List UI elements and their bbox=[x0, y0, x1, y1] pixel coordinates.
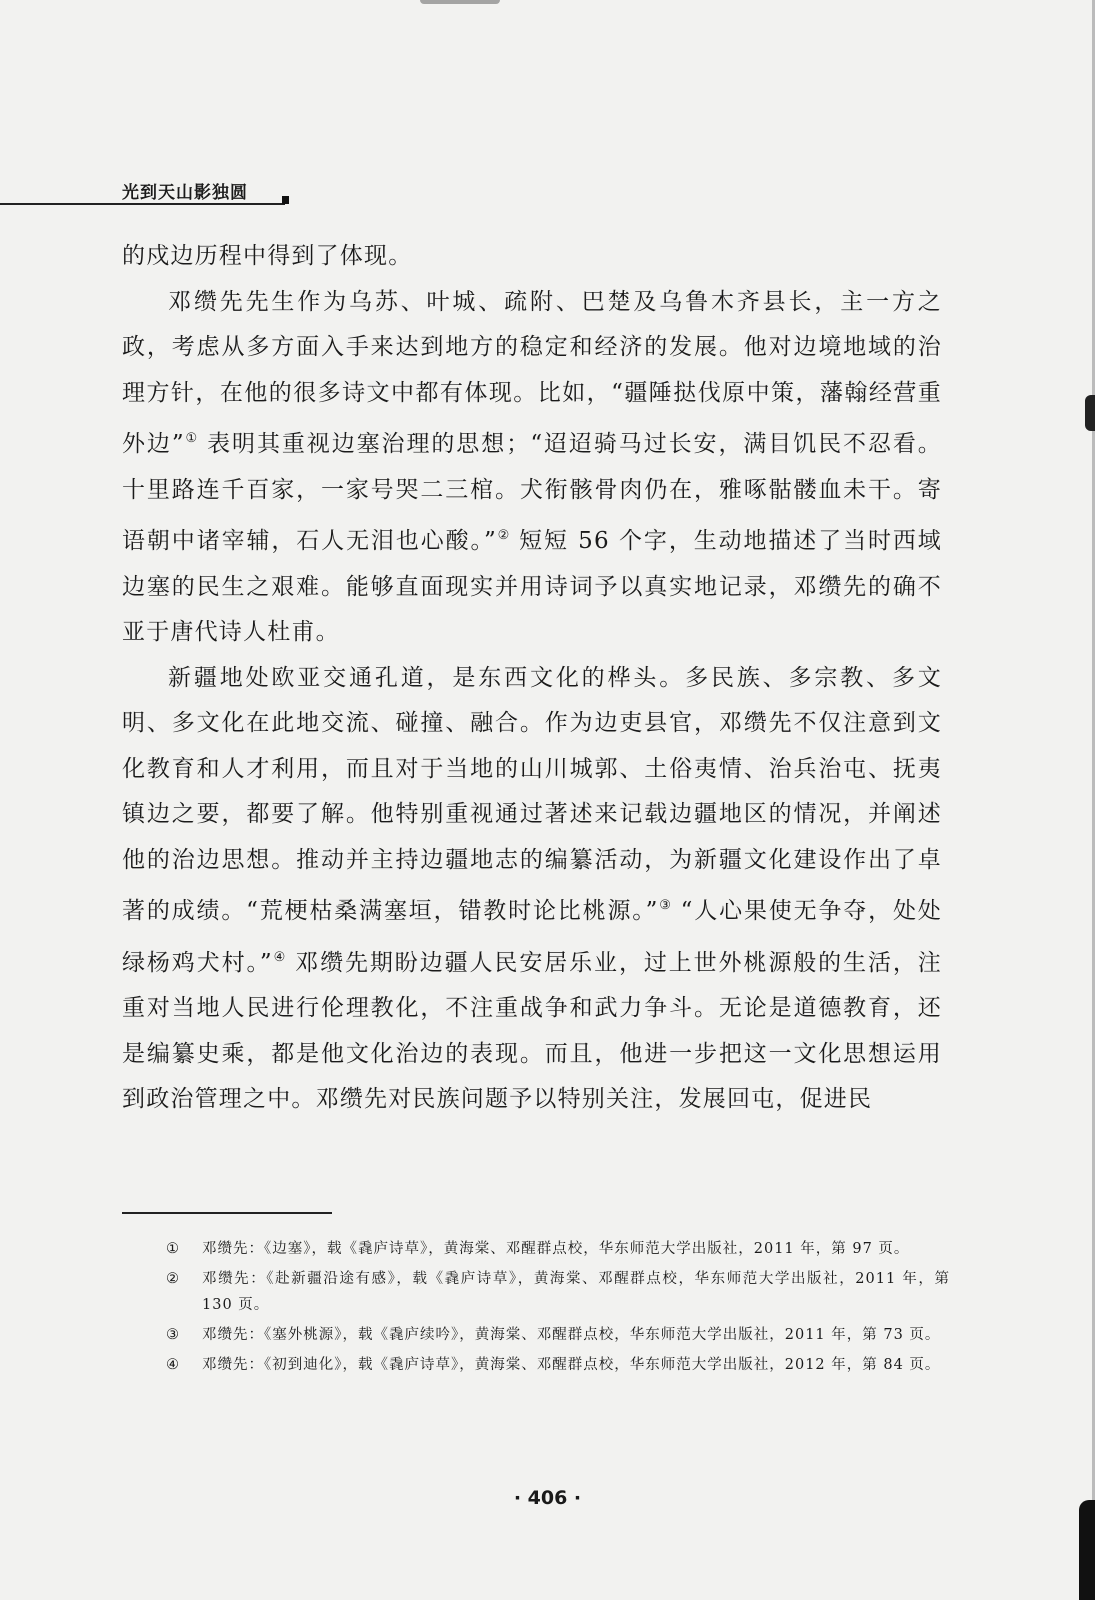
paragraph-text: 的戍边历程中得到了体现。 bbox=[122, 243, 413, 269]
paragraph-text: “人心果使无争夺，处处绿杨鸡犬村。” bbox=[122, 898, 942, 976]
running-header-title: 光到天山影独圆 bbox=[122, 183, 248, 203]
body-paragraph bbox=[122, 656, 942, 1123]
page-number: · 406 · bbox=[513, 1487, 582, 1509]
footnote-text: 邓缵先：《初到迪化》，载《毳庐诗草》，黄海棠、邓醒群点校，华东师范大学出版社，2012 年，第 84 页。 bbox=[202, 1357, 941, 1373]
footnote-text: 邓缵先：《赴新疆沿途有感》，载《毳庐诗草》，黄海棠、邓醒群点校，华东师范大学出版社，2011 年，第 130 页。 bbox=[202, 1271, 950, 1313]
scan-edge-mark bbox=[1079, 1500, 1095, 1600]
footnote-item bbox=[166, 1352, 950, 1378]
footnote-item bbox=[166, 1266, 950, 1318]
footnote-reference: ④ bbox=[272, 949, 286, 965]
footnote-item bbox=[166, 1322, 950, 1348]
paragraph-text: 邓缵先期盼边疆人民安居乐业，过上世外桃源般的生活，注重对当地人民进行伦理教化，不注重战争和武力争斗。无论是道德教育，还是编纂史乘，都是他文化治边的表现。而且，他进一步把这一文化思想运用到政治管理之中。邓缵先对民族问题予以特别关注，发展回屯，促进民 bbox=[122, 949, 942, 1112]
paragraph-text: 短短 56 个字，生动地描述了当时西域边塞的民生之艰难。能够直面现实并用诗词予以真实地记录，邓缵先的确不亚于唐代诗人杜甫。 bbox=[122, 528, 942, 645]
paragraph-text: 表明其重视边塞治理的思想；“迢迢骑马过长安，满目饥民不忍看。十里路连千百家，一家号哭二三棺。犬衔骸骨肉仍在，雅啄骷髅血未干。寄语朝中诸宰辅，石人无泪也心酸。” bbox=[122, 431, 942, 554]
footnote-text: 邓缵先：《边塞》，载《毳庐诗草》，黄海棠、邓醒群点校，华东师范大学出版社，2011 年，第 97 页。 bbox=[202, 1241, 910, 1257]
footnote-text: 邓缵先：《塞外桃源》，载《毳庐续吟》，黄海棠、邓醒群点校，华东师范大学出版社，2011 年，第 73 页。 bbox=[202, 1327, 941, 1343]
scan-smudge bbox=[420, 0, 500, 4]
footnote-item bbox=[166, 1236, 950, 1262]
paragraph-text: 新疆地处欧亚交通孔道，是东西文化的桦头。多民族、多宗教、多文明、多文化在此地交流、碰撞、融合。作为边吏县官，邓缵先不仅注意到文化教育和人才利用，而且对于当地的山川城郭、土俗夷情、治兵治屯、抚夷镇边之要，都要了解。他特别重视通过著述来记载边疆地区的情况，并阐述他的治边思想。推动并主持边疆地志的编纂活动，为新疆文化建设作出了卓著的成绩。“荒梗枯桑满塞垣，错教时论比桃源。” bbox=[122, 664, 942, 924]
footnote-mark: ③ bbox=[166, 1327, 180, 1343]
footnote-mark: ② bbox=[166, 1271, 180, 1287]
footnote-mark: ① bbox=[166, 1241, 180, 1257]
body-text bbox=[122, 234, 942, 1123]
header-square-marker bbox=[282, 196, 289, 204]
footnote-reference: ② bbox=[496, 528, 510, 543]
header-rule bbox=[0, 203, 285, 205]
body-paragraph bbox=[122, 234, 942, 280]
footnotes bbox=[166, 1236, 950, 1382]
footnote-mark: ④ bbox=[166, 1357, 180, 1373]
body-paragraph bbox=[122, 280, 942, 656]
paragraph-text: 邓缵先先生作为乌苏、叶城、疏附、巴楚及乌鲁木齐县长，主一方之政，考虑从多方面入手来达到地方的稳定和经济的发展。他对边境地域的治理方针，在他的很多诗文中都有体现。比如，“疆陲挞伐原中策，藩翰经营重外边” bbox=[122, 288, 942, 457]
scan-edge-mark bbox=[1085, 395, 1095, 431]
footnote-reference: ① bbox=[184, 431, 198, 446]
footnote-reference: ③ bbox=[658, 898, 672, 913]
footnote-separator bbox=[122, 1212, 332, 1214]
